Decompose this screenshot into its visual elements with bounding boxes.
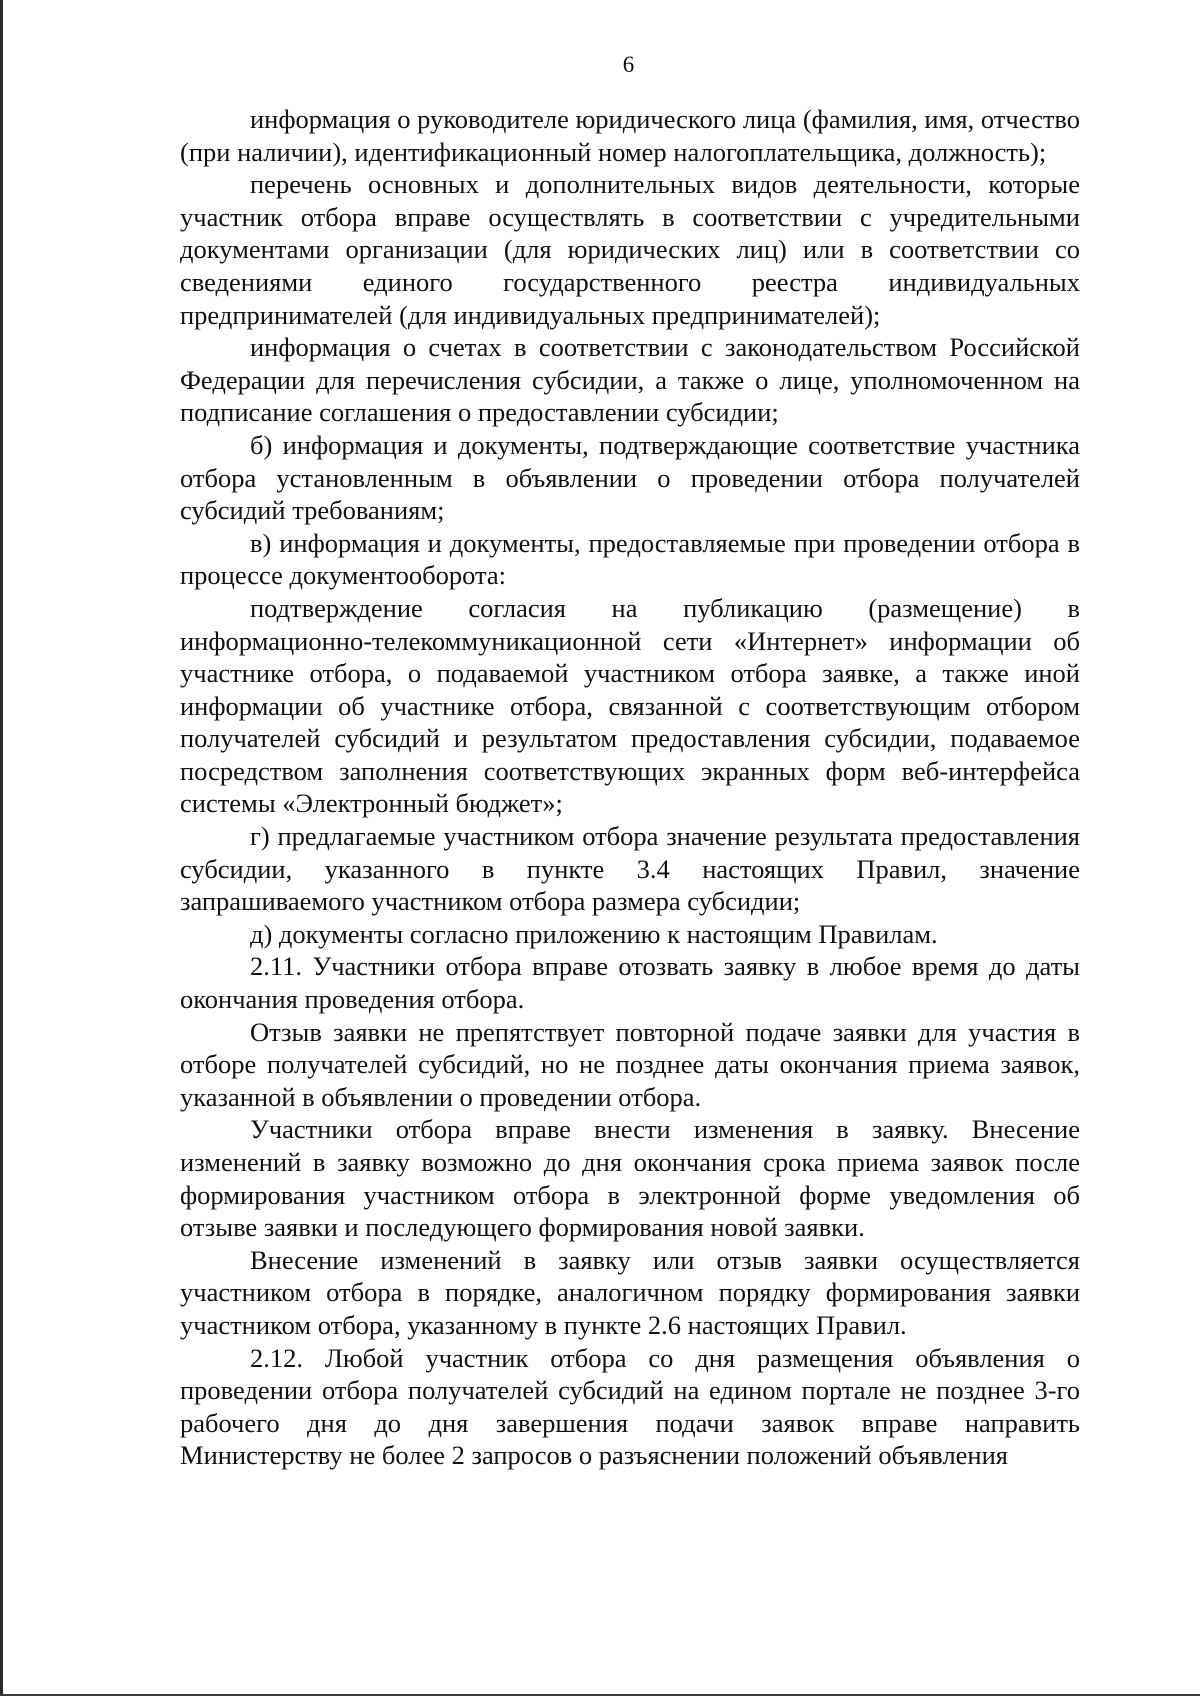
paragraph-2-11: 2.11. Участники отбора вправе отозвать заявку в любое время до даты окончания проведения отбора.: [180, 951, 1080, 1015]
paragraph-item-b: б) информация и документы, подтверждающие соответствие участника отбора установленным в объявлении о проведении отбора получателей субсидий требованиям;: [180, 429, 1080, 526]
paragraph-changes-procedure: Внесение изменений в заявку или отзыв заявки осуществляется участником отбора в порядке, аналогичном порядку формирования заявки участником отбора, указанному в пункте 2.6 настоящих Правил.: [180, 1244, 1080, 1340]
paragraph-item-v: в) информация и документы, предоставляемые при проведении отбора в процессе документооборота:: [180, 527, 1080, 591]
page-number: 6: [622, 52, 635, 77]
paragraph-activity-list: перечень основных и дополнительных видов деятельности, которые участник отбора вправе осуществлять в соответствии с учредительными документами организации (для юридических лиц) или в соответствии со сведениями единого государственного реестра индивидуальных предпринимателей (для индивидуальных предпринимателей);: [180, 169, 1080, 330]
paragraph-head-info: информация о руководителе юридического лица (фамилия, имя, отчество (при наличии), идентификационный номер налогоплательщика, должность);: [180, 104, 1080, 167]
scan-left-edge: [0, 0, 3, 1696]
paragraph-changes: Участники отбора вправе внести изменения в заявку. Внесение изменений в заявку возможно до дня окончания срока приема заявок после формирования участником отбора в электронной форме уведомления об отзыве заявки и последующего формирования новой заявки.: [180, 1114, 1080, 1243]
paragraph-accounts-info: информация о счетах в соответствии с законодательством Российской Федерации для перечисления субсидии, а также о лице, уполномоченном на подписание соглашения о предоставлении субсидии;: [180, 332, 1080, 428]
document-body: [180, 103, 1080, 1472]
paragraph-withdrawal: Отзыв заявки не препятствует повторной подаче заявки для участия в отборе получателей субсидий, но не позднее даты окончания приема заявок, указанной в объявлении о проведении отбора.: [180, 1016, 1080, 1112]
paragraph-item-d: д) документы согласно приложению к настоящим Правилам.: [250, 918, 938, 949]
paragraph-consent: подтверждение согласия на публикацию (размещение) в информационно-телекоммуникационной сети «Интернет» информации об участнике отбора, о подаваемой участником отбора заявке, а также иной информации об участнике отбора, связанной с соответствующим отбором получателей субсидий и результатом предоставления субсидии, подаваемое посредством заполнения соответствующих экранных форм веб-интерфейса системы «Электронный бюджет»;: [180, 592, 1080, 819]
paragraph-item-g: г) предлагаемые участником отбора значение результата предоставления субсидии, указанного в пункте 3.4 настоящих Правил, значение запрашиваемого участником отбора размера субсидии;: [180, 821, 1080, 917]
paragraph-2-12: 2.12. Любой участник отбора со дня размещения объявления о проведении отбора получателей субсидий на едином портале не позднее 3-го рабочего дня до дня завершения подачи заявок вправе направить Министерству не более 2 запросов о разъяснении положений объявления: [180, 1342, 1080, 1471]
